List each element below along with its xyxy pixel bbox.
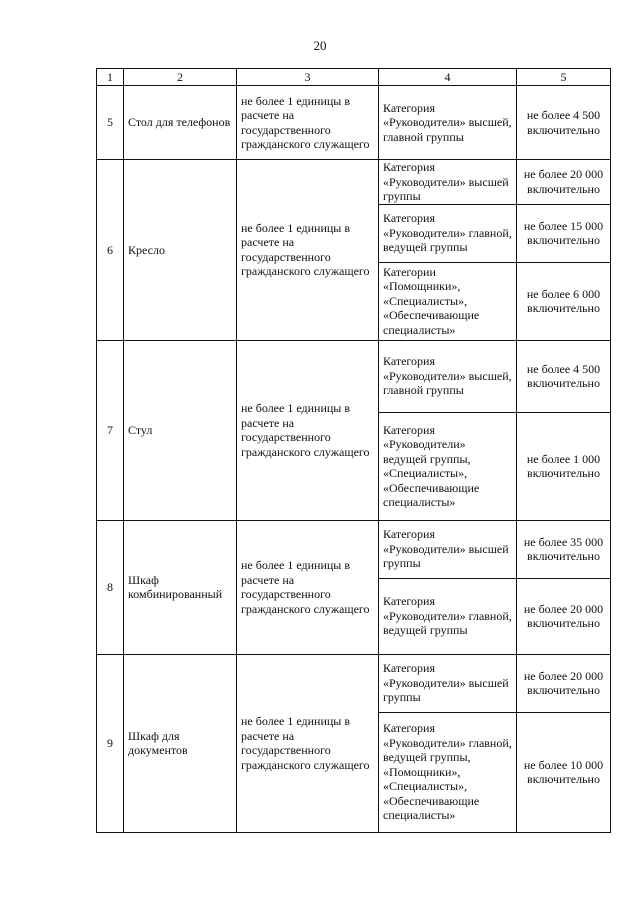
category-cell: Категория «Руководители» главной, ведущей группы (379, 578, 517, 654)
price-cell: не более 20 000 включительно (517, 654, 611, 712)
header-row (97, 69, 611, 86)
table-row (97, 160, 611, 205)
category-cell: Категория «Руководители» ведущей группы, «Специалисты», «Обеспечивающие специалисты» (379, 412, 517, 520)
item-name: Кресло (124, 160, 237, 341)
category-cell: Категория «Руководители» высшей группы (379, 520, 517, 578)
category-cell: Категория «Руководители» высшей группы (379, 160, 517, 205)
header-col-1: 1 (97, 69, 124, 86)
quantity-norm: не более 1 единицы в расчете на государственного гражданского служащего (237, 520, 379, 654)
header-col-5: 5 (517, 69, 611, 86)
category-cell: Категория «Руководители» главной, ведущей группы (379, 204, 517, 262)
price-cell: не более 15 000 включительно (517, 204, 611, 262)
price-cell: не более 35 000 включительно (517, 520, 611, 578)
norms-table (96, 68, 611, 833)
price-cell: не более 10 000 включительно (517, 712, 611, 832)
row-number: 5 (97, 86, 124, 160)
row-number: 7 (97, 340, 124, 520)
price-cell: не более 20 000 включительно (517, 160, 611, 205)
category-cell: Категория «Руководители» высшей, главной группы (379, 340, 517, 412)
item-name: Шкаф для документов (124, 654, 237, 832)
category-cell: Категория «Руководители» высшей группы (379, 654, 517, 712)
table-row (97, 520, 611, 578)
quantity-norm: не более 1 единицы в расчете на государственного гражданского служащего (237, 86, 379, 160)
table-row (97, 86, 611, 160)
table-row (97, 340, 611, 412)
category-cell: Категория «Руководители» главной, ведущей группы, «Помощники», «Специалисты», «Обеспечивающие специалисты» (379, 712, 517, 832)
row-number: 8 (97, 520, 124, 654)
price-cell: не более 4 500 включительно (517, 86, 611, 160)
quantity-norm: не более 1 единицы в расчете на государственного гражданского служащего (237, 654, 379, 832)
header-col-4: 4 (379, 69, 517, 86)
category-cell: Категории «Помощники», «Специалисты», «Обеспечивающие специалисты» (379, 262, 517, 340)
category-cell: Категория «Руководители» высшей, главной группы (379, 86, 517, 160)
price-cell: не более 20 000 включительно (517, 578, 611, 654)
page-number: 20 (313, 38, 327, 53)
price-cell: не более 4 500 включительно (517, 340, 611, 412)
item-name: Шкаф комбинированный (124, 520, 237, 654)
item-name: Стул (124, 340, 237, 520)
price-cell: не более 6 000 включительно (517, 262, 611, 340)
row-number: 6 (97, 160, 124, 341)
table-row (97, 654, 611, 712)
row-number: 9 (97, 654, 124, 832)
header-col-3: 3 (237, 69, 379, 86)
item-name: Стол для телефонов (124, 86, 237, 160)
price-cell: не более 1 000 включительно (517, 412, 611, 520)
quantity-norm: не более 1 единицы в расчете на государственного гражданского служащего (237, 340, 379, 520)
quantity-norm: не более 1 единицы в расчете на государственного гражданского служащего (237, 160, 379, 341)
header-col-2: 2 (124, 69, 237, 86)
